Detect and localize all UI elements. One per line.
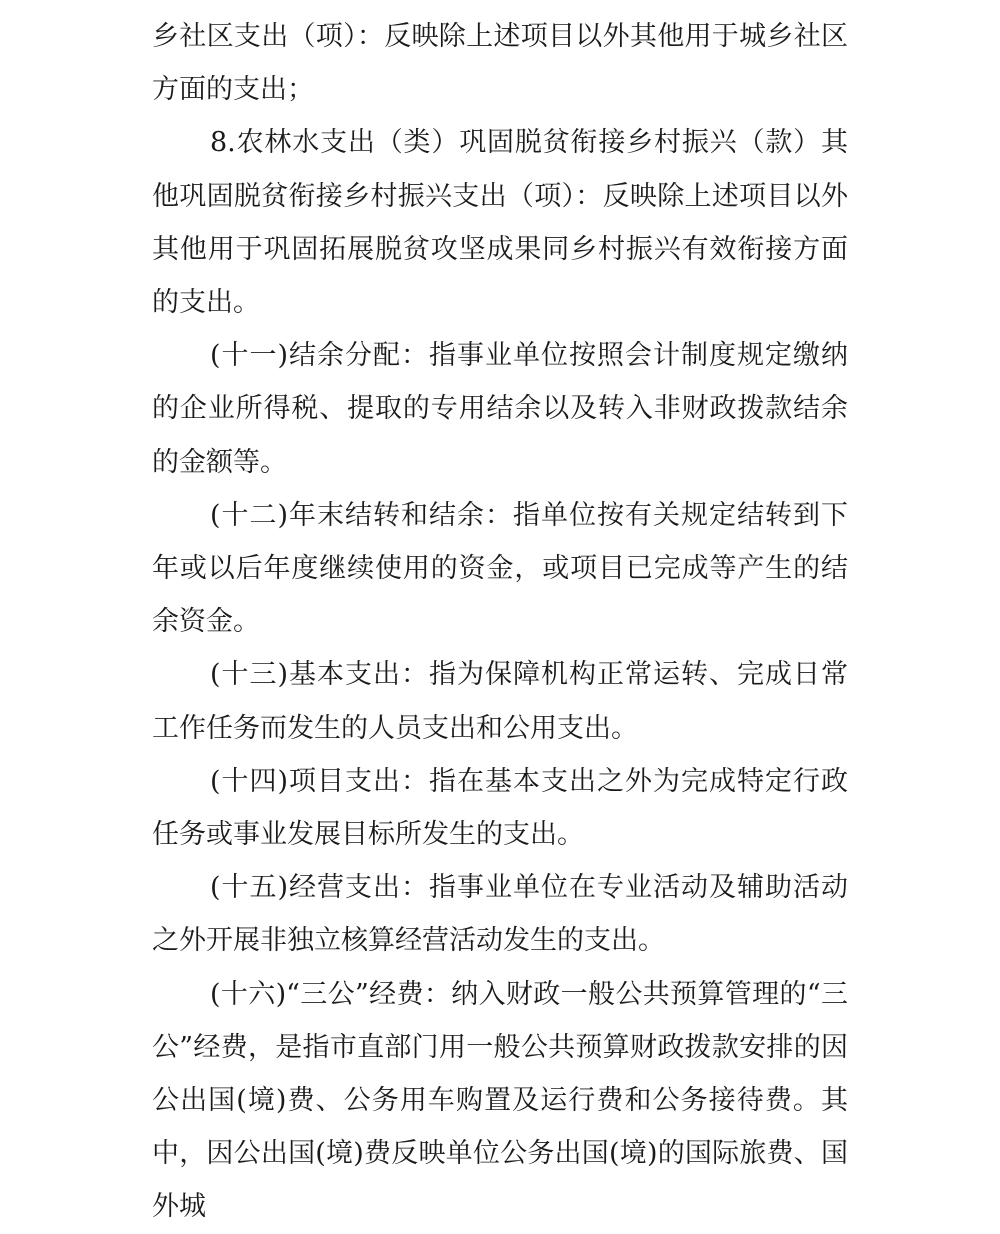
paragraph-community-expenditure: 乡社区支出（项）：反映除上述项目以外其他用于城乡社区方面的支出； — [152, 21, 848, 106]
paragraph-basic-expenditure: (十三)基本支出：指为保障机构正常运转、完成日常工作任务而发生的人员支出和公用支出。 — [152, 659, 848, 744]
paragraph-project-expenditure: (十四)项目支出：指在基本支出之外为完成特定行政任务或事业发展目标所发生的支出。 — [152, 765, 848, 851]
paragraph-surplus-distribution: (十一)结余分配：指事业单位按照会计制度规定缴纳的企业所得税、提取的专用结余以及转入非财政拨款结余的金额等。 — [152, 340, 848, 478]
document-body — [152, 10, 848, 1234]
paragraph-three-public-expenses: (十六)“三公”经费：纳入财政一般公共预算管理的“三公”经费，是指市直部门用一般公共预算财政拨款安排的因公出国(境)费、公务用车购置及运行费和公务接待费。其中，因公出国(境)费反映单位公务出国(境)的国际旅费、国外城 — [152, 978, 848, 1223]
paragraph-operating-expenditure: (十五)经营支出：指事业单位在专业活动及辅助活动之外开展非独立核算经营活动发生的支出。 — [152, 872, 848, 957]
paragraph-year-end-carryover: (十二)年末结转和结余：指单位按有关规定结转到下年或以后年度继续使用的资金，或项目已完成等产生的结余资金。 — [152, 499, 848, 638]
paragraph-agriculture-expenditure: 8.农林水支出（类）巩固脱贫衔接乡村振兴（款）其他巩固脱贫衔接乡村振兴支出（项）：反映除上述项目以外其他用于巩固拓展脱贫攻坚成果同乡村振兴有效衔接方面的支出。 — [152, 127, 848, 319]
